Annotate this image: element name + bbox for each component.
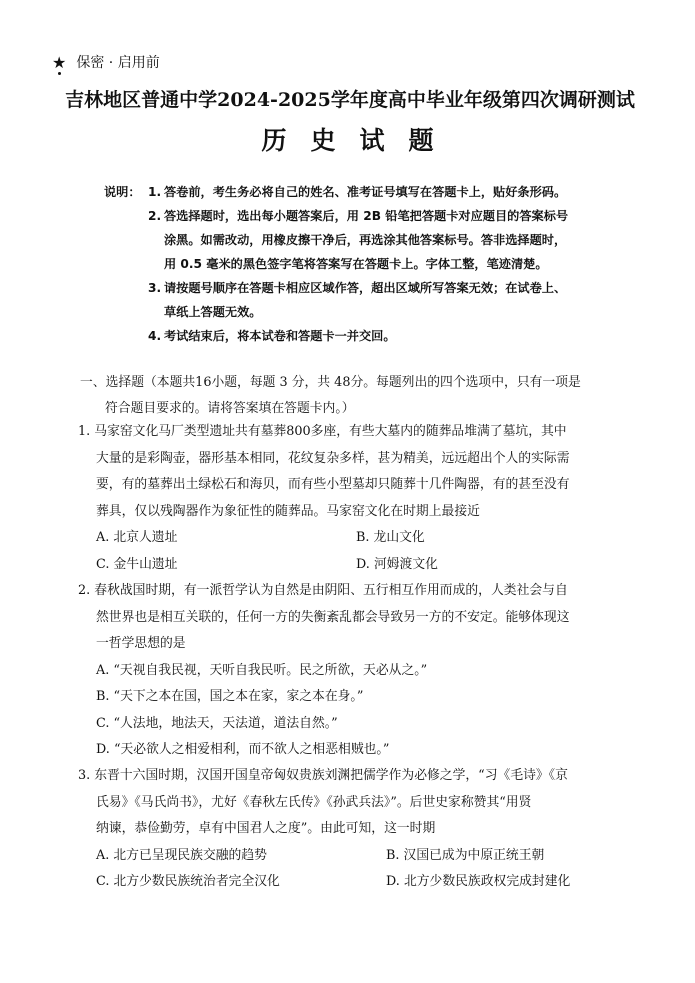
question-stem-line: 然世界也是相互关联的，任何一方的失衡紊乱都会导致另一方的不安定。能够体现这 — [96, 609, 570, 625]
confidential-mark — [52, 52, 160, 72]
instruction-item — [104, 324, 644, 348]
question-stem-line: 2. 春秋战国时期，有一派哲学认为自然是由阴阳、五行相互作用而成的，人类社会与自 — [78, 583, 568, 598]
instruction-text: 答选择题时，选出每小题答案后，用 2B 铅笔把答题卡对应题目的答案标号 — [164, 209, 569, 223]
instruction-number: 4. — [148, 329, 162, 343]
section-heading-line: 一、选择题（本题共16小题，每题 3 分，共 48分。每题列出的四个选项中，只有一项是 — [80, 375, 581, 390]
option-a[interactable]: A. 北京人遗址 — [96, 530, 178, 545]
question-2 — [78, 578, 623, 764]
option-d[interactable]: D. “天必欲人之相爱相利，而不欲人之相恶相贼也。” — [96, 742, 390, 757]
instruction-number: 3. — [148, 281, 162, 295]
option-d[interactable]: D. 北方少数民族政权完成封建化 — [386, 874, 571, 889]
option-c[interactable]: C. 金牛山遗址 — [96, 556, 178, 572]
exam-header-title: 吉林地区普通中学2024-2025学年度高中毕业年级第四次调研测试 — [65, 89, 635, 111]
instruction-text: 考试结束后，将本试卷和答题卡一并交回。 — [164, 329, 396, 343]
instruction-text: 用 0.5 毫米的黑色签字笔将答案写在答题卡上。字体工整，笔迹清楚。 — [164, 257, 548, 271]
options — [78, 525, 623, 578]
star-icon: ★ — [52, 52, 67, 72]
question-1 — [78, 419, 623, 578]
option-a[interactable]: A. “天视自我民视，天听自我民听。民之所欲，天必从之。” — [96, 662, 428, 678]
instruction-text: 请按题号顺序在答题卡相应区域作答，超出区域所写答案无效；在试卷上、 — [164, 281, 567, 295]
section-heading-line: 符合题目要求的。请将答案填在答题卡内。） — [105, 401, 355, 416]
option-b[interactable]: B. “天下之本在国，国之本在家，家之本在身。” — [96, 689, 364, 704]
confidential-label: 保密 · 启用前 — [76, 55, 160, 71]
instruction-text: 涂黑。如需改动，用橡皮擦干净后，再选涂其他答案标号。答非选择题时， — [164, 233, 567, 247]
section-heading — [80, 370, 620, 422]
question-stem-line: 葬具，仅以残陶器作为象征性的随葬品。马家窑文化在时期上最接近 — [96, 503, 480, 519]
instruction-text: 草纸上答题无效。 — [164, 305, 262, 319]
option-d[interactable]: D. 河姆渡文化 — [356, 556, 438, 572]
subject-title: 历史试题 — [261, 126, 458, 155]
option-c[interactable]: C. “人法地，地法天，天法道，道法自然。” — [96, 715, 338, 731]
question-stem-line: 3. 东晋十六国时期，汉国开国皇帝匈奴贵族刘渊把儒学作为必修之学，“习《毛诗》《京 — [78, 768, 568, 783]
question-stem-line: 氏易》《马氏尚书》，尤好《春秋左氏传》《孙武兵法》”。后世史家称赞其“用贤 — [96, 794, 532, 810]
question-stem-line: 一哲学思想的是 — [96, 636, 186, 651]
options — [78, 658, 623, 764]
option-b[interactable]: B. 汉国已成为中原正统王朝 — [386, 847, 545, 863]
option-b[interactable]: B. 龙山文化 — [356, 530, 425, 545]
instruction-item — [104, 180, 644, 204]
dot-mark — [58, 72, 61, 75]
option-a[interactable]: A. 北方已呈现民族交融的趋势 — [96, 847, 267, 863]
options — [78, 843, 623, 896]
instructions-lead: 说明： — [104, 185, 141, 199]
option-c[interactable]: C. 北方少数民族统治者完全汉化 — [96, 874, 280, 889]
instruction-number: 1. — [148, 185, 162, 199]
question-stem-line: 1. 马家窑文化马厂类型遗址共有墓葬800多座，有些大墓内的随葬品堆满了墓坑，其中 — [78, 424, 567, 439]
question-stem-line: 纳谏，恭俭勤劳，卓有中国君人之度”。由此可知，这一时期 — [96, 821, 436, 836]
instruction-item — [104, 204, 644, 228]
question-stem-line: 要，有的墓葬出土绿松石和海贝，而有些小型墓却只随葬十几件陶器，有的甚至没有 — [96, 477, 570, 492]
instruction-number: 2. — [148, 209, 162, 223]
question-3 — [78, 763, 623, 896]
instruction-item — [104, 276, 644, 300]
question-stem-line: 大量的是彩陶壶，器形基本相同，花纹复杂多样，甚为精美，远远超出个人的实际需 — [96, 450, 570, 466]
instructions — [104, 180, 644, 348]
instruction-text: 答卷前，考生务必将自己的姓名、准考证号填写在答题卡上，贴好条形码。 — [164, 185, 567, 199]
